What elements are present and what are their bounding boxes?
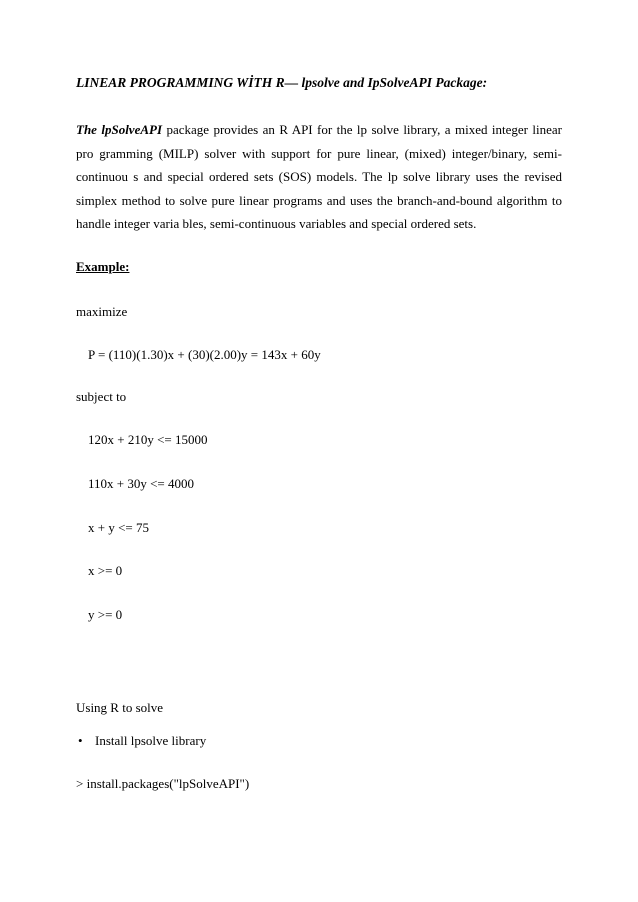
maximize-label: maximize bbox=[76, 304, 128, 319]
objective-function: P = (110)(1.30)x + (30)(2.00)y = 143x + 60y bbox=[88, 347, 321, 362]
install-command: > install.packages("lpSolveAPI") bbox=[76, 776, 250, 791]
bullet-item: Install lpsolve library bbox=[95, 733, 207, 748]
constraint-1: 120x + 210y <= 15000 bbox=[88, 432, 208, 447]
example-heading: Example: bbox=[76, 259, 130, 274]
intro-lead: The lpSolveAPI bbox=[76, 122, 163, 137]
intro-paragraph bbox=[76, 118, 562, 236]
subject-to-label: subject to bbox=[76, 389, 127, 404]
constraint-2: 110x + 30y <= 4000 bbox=[88, 476, 195, 491]
intro-body: package provides an R API for the lp solve library, a mixed integer linear pro gramming (MILP) solver with support for pure linear, (mixed) integer/binary, semi-continuou s and special ordered sets (SOS) models. The lp solve library uses the revised simplex method to solve pure linear programs and uses the branch-and-bound algorithm to handle integer varia bles, semi-continuous variables and special ordered sets. bbox=[76, 122, 562, 231]
constraint-5: y >= 0 bbox=[88, 607, 123, 622]
constraint-3: x + y <= 75 bbox=[88, 520, 149, 535]
using-r-line: Using R to solve bbox=[76, 700, 164, 715]
constraint-4: x >= 0 bbox=[88, 563, 123, 578]
document-title: LINEAR PROGRAMMING WİTH R— lpsolve and IpSolveAPI Package: bbox=[76, 75, 488, 90]
bullet-dot-icon: • bbox=[78, 733, 83, 748]
